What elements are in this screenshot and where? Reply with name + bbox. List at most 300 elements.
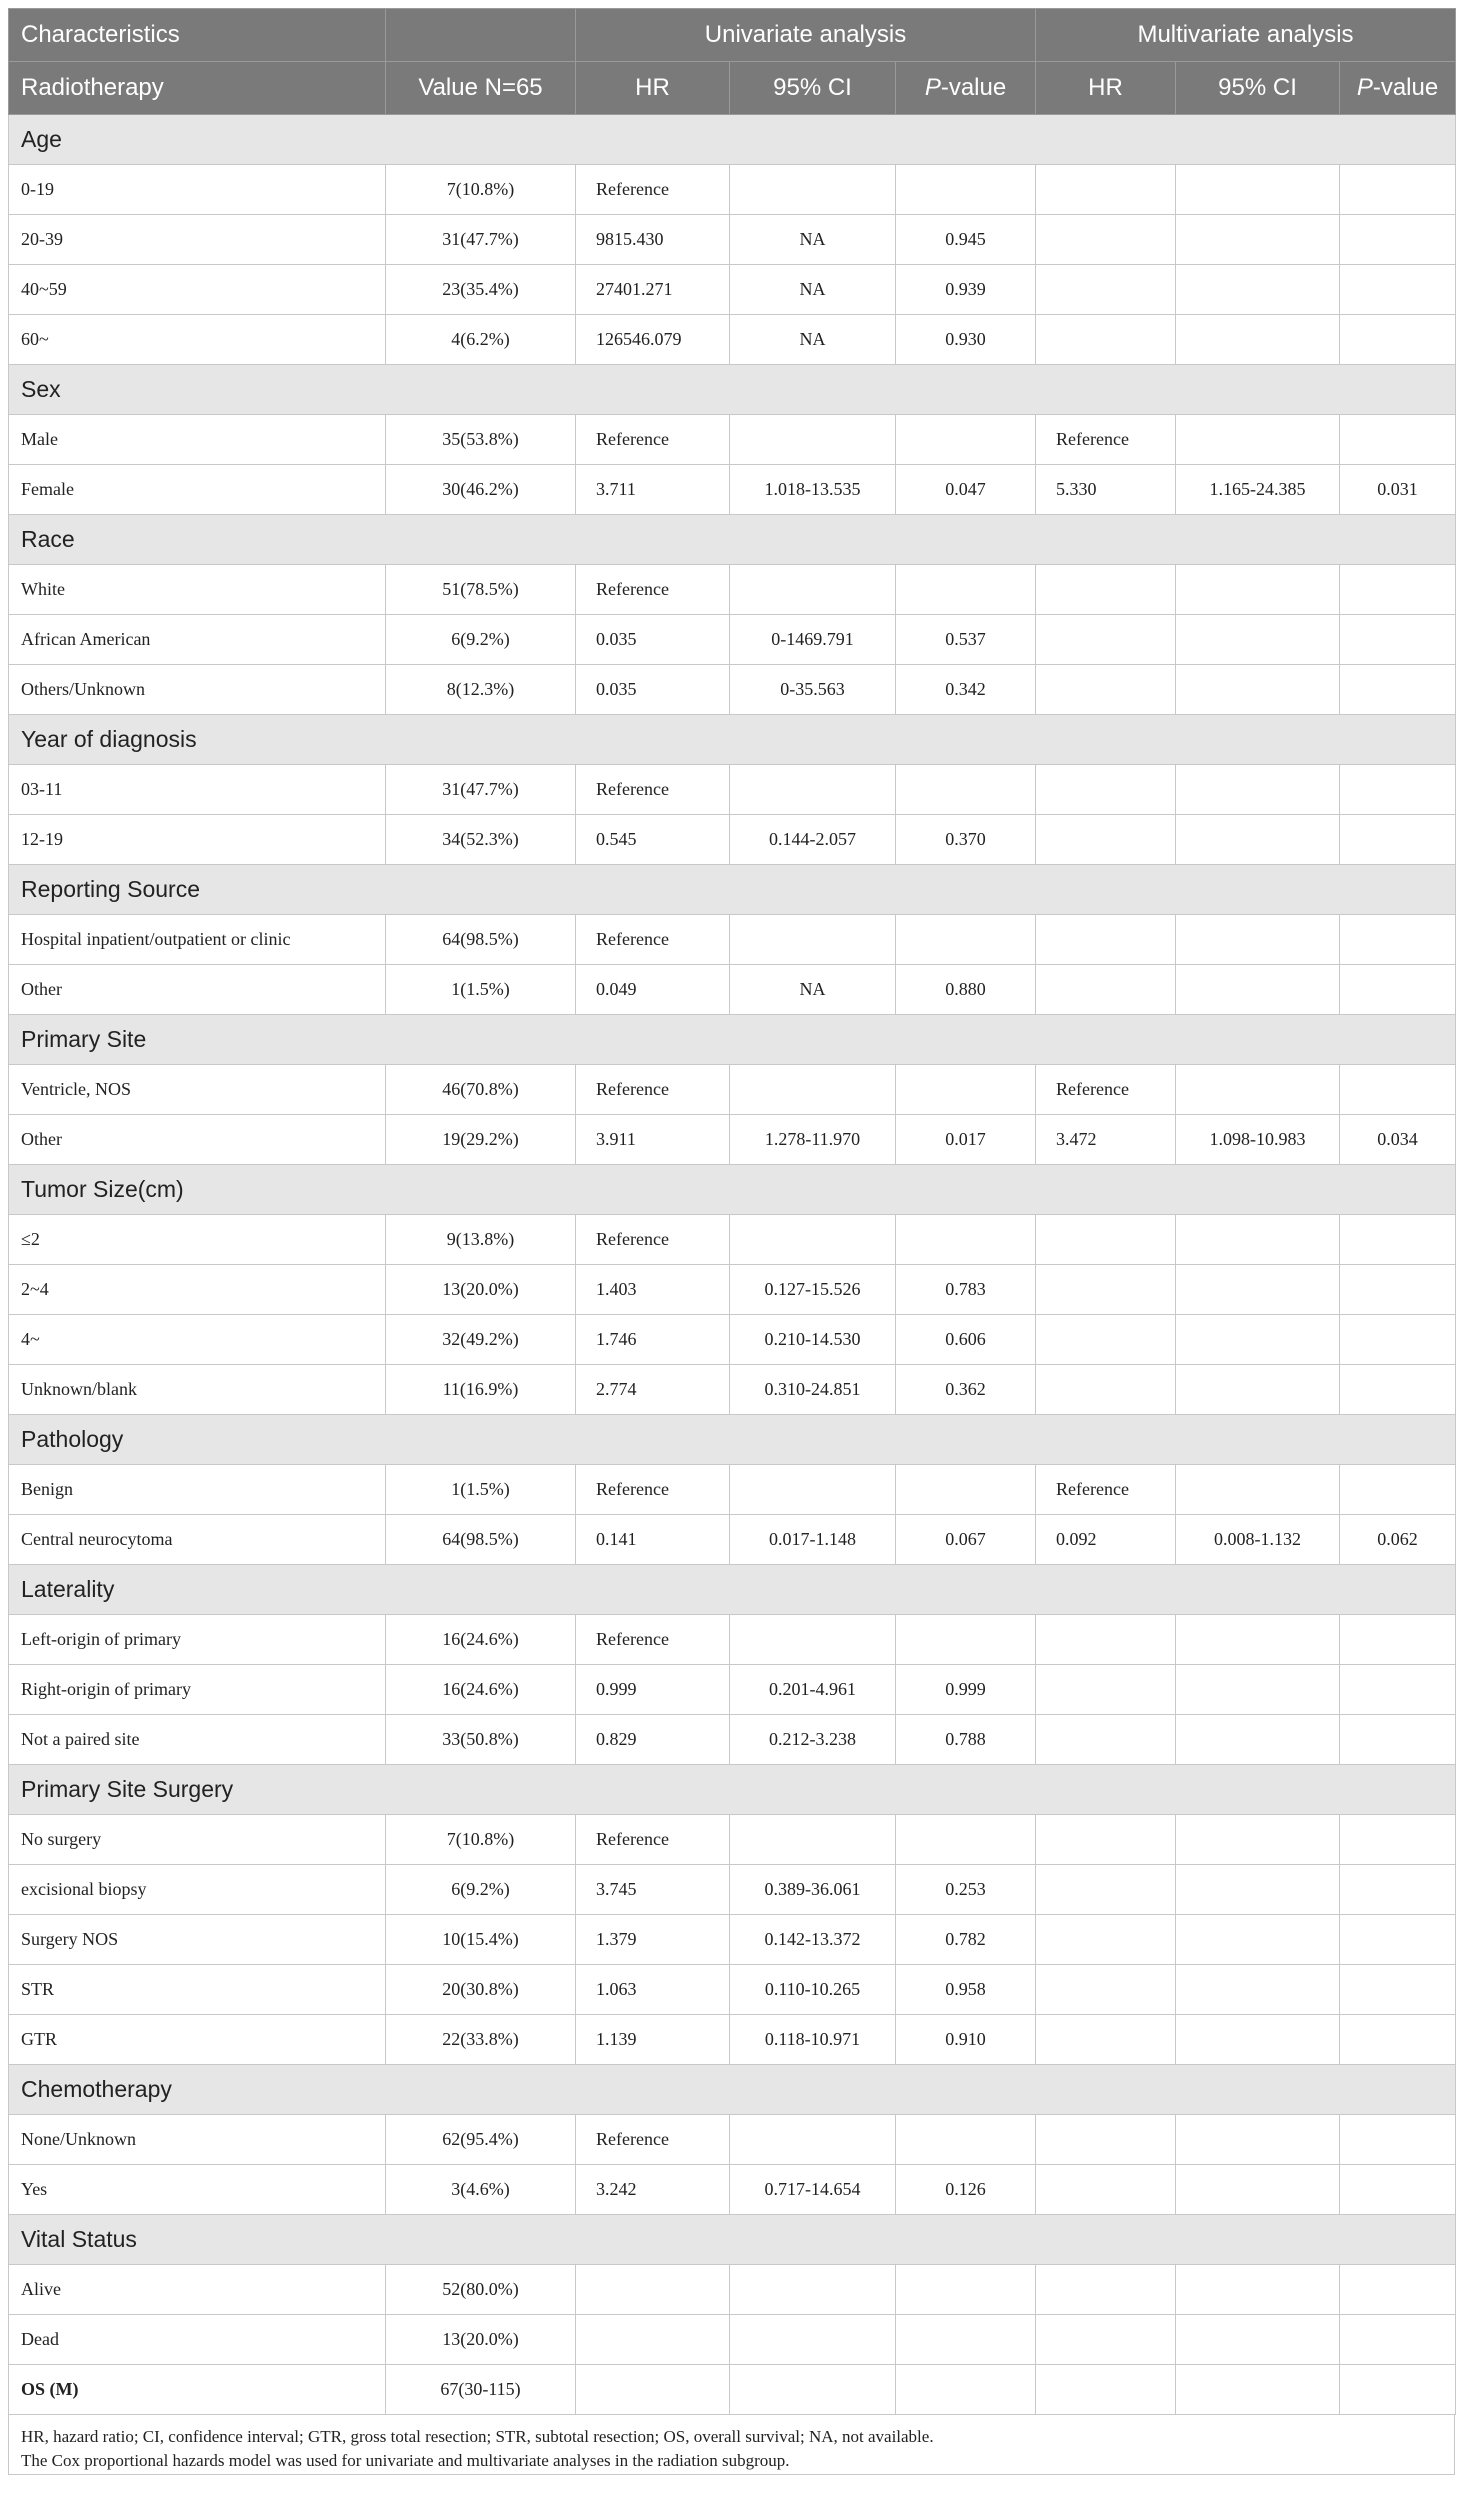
- p-univariate: 0.783: [896, 1265, 1036, 1315]
- ci-multivariate: [1176, 2265, 1340, 2315]
- p-multivariate: [1340, 1715, 1456, 1765]
- table-row: [9, 1615, 1456, 1665]
- table-container: [8, 8, 1455, 2475]
- p-multivariate: [1340, 265, 1456, 315]
- row-label: 0-19: [9, 165, 386, 215]
- ci-univariate: [730, 1215, 896, 1265]
- header-radiotherapy: Radiotherapy: [9, 62, 386, 115]
- p-univariate: [896, 415, 1036, 465]
- row-label: 2~4: [9, 1265, 386, 1315]
- hr-univariate: 0.141: [576, 1515, 730, 1565]
- ci-multivariate: [1176, 1615, 1340, 1665]
- ci-univariate: [730, 1465, 896, 1515]
- hr-univariate: Reference: [576, 1615, 730, 1665]
- row-value: 52(80.0%): [386, 2265, 576, 2315]
- hr-univariate: [576, 2265, 730, 2315]
- hr-univariate: 126546.079: [576, 315, 730, 365]
- os-value: 67(30-115): [386, 2365, 576, 2415]
- ci-univariate: NA: [730, 965, 896, 1015]
- table-row: [9, 1465, 1456, 1515]
- table-row: [9, 1515, 1456, 1565]
- ci-univariate: [730, 1615, 896, 1665]
- row-value: 51(78.5%): [386, 565, 576, 615]
- ci-univariate: NA: [730, 265, 896, 315]
- ci-univariate: 0.210-14.530: [730, 1315, 896, 1365]
- ci-multivariate: 0.008-1.132: [1176, 1515, 1340, 1565]
- table-row: [9, 2115, 1456, 2165]
- hr-multivariate: Reference: [1036, 415, 1176, 465]
- ci-multivariate: [1176, 1365, 1340, 1415]
- hr-univariate: 27401.271: [576, 265, 730, 315]
- ci-univariate: 0.127-15.526: [730, 1265, 896, 1315]
- row-value: 13(20.0%): [386, 2315, 576, 2365]
- table-row: [9, 1065, 1456, 1115]
- group-title: Year of diagnosis: [9, 715, 1456, 765]
- group-title: Primary Site Surgery: [9, 1765, 1456, 1815]
- ci-multivariate: [1176, 1065, 1340, 1115]
- hr-multivariate: Reference: [1036, 1065, 1176, 1115]
- row-label: 20-39: [9, 215, 386, 265]
- p-multivariate: [1340, 1965, 1456, 2015]
- row-value: 16(24.6%): [386, 1615, 576, 1665]
- hr-multivariate: [1036, 1865, 1176, 1915]
- ci-multivariate: [1176, 2315, 1340, 2365]
- p-univariate: [896, 2315, 1036, 2365]
- hr-multivariate: [1036, 665, 1176, 715]
- hr-univariate: Reference: [576, 1815, 730, 1865]
- hr-univariate: 0.829: [576, 1715, 730, 1765]
- row-value: 64(98.5%): [386, 915, 576, 965]
- table-row: [9, 465, 1456, 515]
- p-multivariate: [1340, 1815, 1456, 1865]
- hr-multivariate: 5.330: [1036, 465, 1176, 515]
- table-row: [9, 1815, 1456, 1865]
- p-univariate: 0.910: [896, 2015, 1036, 2065]
- p-univariate: [896, 1065, 1036, 1115]
- group-title: Race: [9, 515, 1456, 565]
- header-ci-univariate: 95% CI: [730, 62, 896, 115]
- hr-multivariate: [1036, 1615, 1176, 1665]
- group-title: Tumor Size(cm): [9, 1165, 1456, 1215]
- p-univariate: [896, 1815, 1036, 1865]
- hr-univariate: 1.063: [576, 1965, 730, 2015]
- hr-multivariate: [1036, 915, 1176, 965]
- hr-univariate: Reference: [576, 565, 730, 615]
- hr-multivariate: [1036, 1715, 1176, 1765]
- row-label: Other: [9, 965, 386, 1015]
- hr-univariate: 0.545: [576, 815, 730, 865]
- hr-multivariate: [1036, 1915, 1176, 1965]
- empty-cell: [1036, 2365, 1176, 2415]
- p-univariate: 0.606: [896, 1315, 1036, 1365]
- p-multivariate: [1340, 1915, 1456, 1965]
- ci-multivariate: [1176, 565, 1340, 615]
- p-multivariate: [1340, 815, 1456, 865]
- header-characteristics: Characteristics: [9, 9, 386, 62]
- hr-univariate: Reference: [576, 765, 730, 815]
- row-value: 34(52.3%): [386, 815, 576, 865]
- row-label: African American: [9, 615, 386, 665]
- ci-multivariate: [1176, 315, 1340, 365]
- row-value: 33(50.8%): [386, 1715, 576, 1765]
- empty-cell: [730, 2365, 896, 2415]
- table-row: [9, 965, 1456, 1015]
- table-row: [9, 2015, 1456, 2065]
- table-header: [9, 9, 1456, 115]
- table-tail: [9, 2365, 1456, 2415]
- table-row: [9, 1915, 1456, 1965]
- table-row: [9, 1665, 1456, 1715]
- hr-univariate: Reference: [576, 415, 730, 465]
- hr-multivariate: 0.092: [1036, 1515, 1176, 1565]
- ci-univariate: 0.310-24.851: [730, 1365, 896, 1415]
- row-label: 40~59: [9, 265, 386, 315]
- p-multivariate: [1340, 1365, 1456, 1415]
- os-label: OS (M): [9, 2365, 386, 2415]
- p-univariate: [896, 915, 1036, 965]
- group-title: Reporting Source: [9, 865, 1456, 915]
- ci-univariate: 0.118-10.971: [730, 2015, 896, 2065]
- ci-multivariate: [1176, 215, 1340, 265]
- hr-multivariate: [1036, 1815, 1176, 1865]
- p-univariate: 0.253: [896, 1865, 1036, 1915]
- p-univariate: 0.930: [896, 315, 1036, 365]
- hr-multivariate: [1036, 965, 1176, 1015]
- row-value: 32(49.2%): [386, 1315, 576, 1365]
- ci-multivariate: [1176, 1865, 1340, 1915]
- p-multivariate: [1340, 1665, 1456, 1715]
- row-value: 16(24.6%): [386, 1665, 576, 1715]
- row-value: 46(70.8%): [386, 1065, 576, 1115]
- row-label: Right-origin of primary: [9, 1665, 386, 1715]
- ci-univariate: [730, 1065, 896, 1115]
- table-row: [9, 1115, 1456, 1165]
- hr-multivariate: [1036, 815, 1176, 865]
- p-univariate: [896, 565, 1036, 615]
- table-row: [9, 815, 1456, 865]
- p-univariate: [896, 2265, 1036, 2315]
- row-label: Left-origin of primary: [9, 1615, 386, 1665]
- table-row: [9, 615, 1456, 665]
- row-label: Central neurocytoma: [9, 1515, 386, 1565]
- p-italic: P: [1356, 74, 1373, 101]
- group-header-row: [9, 365, 1456, 415]
- ci-univariate: 0.212-3.238: [730, 1715, 896, 1765]
- table-row: [9, 765, 1456, 815]
- empty-cell: [576, 2365, 730, 2415]
- empty-cell: [1176, 2365, 1340, 2415]
- p-univariate: [896, 1215, 1036, 1265]
- ci-univariate: 0.201-4.961: [730, 1665, 896, 1715]
- row-label: Unknown/blank: [9, 1365, 386, 1415]
- p-univariate: 0.067: [896, 1515, 1036, 1565]
- row-label: 60~: [9, 315, 386, 365]
- row-value: 3(4.6%): [386, 2165, 576, 2215]
- p-univariate: 0.370: [896, 815, 1036, 865]
- group-header-row: [9, 2215, 1456, 2265]
- table-row: [9, 215, 1456, 265]
- row-label: None/Unknown: [9, 2115, 386, 2165]
- ci-multivariate: [1176, 2015, 1340, 2065]
- p-univariate: 0.782: [896, 1915, 1036, 1965]
- hr-multivariate: [1036, 1365, 1176, 1415]
- p-suffix: -value: [1372, 74, 1439, 101]
- p-univariate: 0.362: [896, 1365, 1036, 1415]
- ci-multivariate: [1176, 1215, 1340, 1265]
- p-multivariate: [1340, 1465, 1456, 1515]
- p-univariate: 0.537: [896, 615, 1036, 665]
- empty-cell: [1340, 2365, 1456, 2415]
- ci-multivariate: [1176, 615, 1340, 665]
- table-row: [9, 1965, 1456, 2015]
- p-multivariate: [1340, 215, 1456, 265]
- table-row: [9, 1865, 1456, 1915]
- hr-univariate: 1.403: [576, 1265, 730, 1315]
- p-univariate: 0.958: [896, 1965, 1036, 2015]
- p-multivariate: [1340, 2315, 1456, 2365]
- hr-multivariate: [1036, 615, 1176, 665]
- row-value: 35(53.8%): [386, 415, 576, 465]
- ci-univariate: [730, 2265, 896, 2315]
- p-univariate: 0.342: [896, 665, 1036, 715]
- row-label: Not a paired site: [9, 1715, 386, 1765]
- hr-univariate: 3.711: [576, 465, 730, 515]
- p-italic: P: [924, 74, 941, 101]
- ci-univariate: 0.717-14.654: [730, 2165, 896, 2215]
- ci-multivariate: 1.098-10.983: [1176, 1115, 1340, 1165]
- table-row: [9, 2315, 1456, 2365]
- row-label: ≤2: [9, 1215, 386, 1265]
- p-univariate: [896, 1465, 1036, 1515]
- ci-univariate: 0.144-2.057: [730, 815, 896, 865]
- header-row-1: [9, 9, 1456, 62]
- p-multivariate: 0.062: [1340, 1515, 1456, 1565]
- row-value: 31(47.7%): [386, 765, 576, 815]
- hr-multivariate: [1036, 1215, 1176, 1265]
- hr-multivariate: [1036, 315, 1176, 365]
- group-title: Primary Site: [9, 1015, 1456, 1065]
- row-label: Male: [9, 415, 386, 465]
- ci-multivariate: [1176, 2115, 1340, 2165]
- group-title: Vital Status: [9, 2215, 1456, 2265]
- ci-multivariate: [1176, 965, 1340, 1015]
- table-row: [9, 315, 1456, 365]
- row-value: 6(9.2%): [386, 615, 576, 665]
- hr-univariate: Reference: [576, 915, 730, 965]
- os-row: [9, 2365, 1456, 2415]
- table-row: [9, 165, 1456, 215]
- p-multivariate: [1340, 915, 1456, 965]
- ci-univariate: [730, 765, 896, 815]
- ci-univariate: 0.389-36.061: [730, 1865, 896, 1915]
- header-p-univariate: [896, 62, 1036, 115]
- row-label: Benign: [9, 1465, 386, 1515]
- p-univariate: [896, 2115, 1036, 2165]
- p-univariate: [896, 1615, 1036, 1665]
- row-value: 30(46.2%): [386, 465, 576, 515]
- ci-univariate: [730, 1815, 896, 1865]
- row-value: 62(95.4%): [386, 2115, 576, 2165]
- row-value: 8(12.3%): [386, 665, 576, 715]
- row-label: Female: [9, 465, 386, 515]
- ci-multivariate: [1176, 765, 1340, 815]
- ci-univariate: 0.017-1.148: [730, 1515, 896, 1565]
- ci-univariate: [730, 415, 896, 465]
- ci-multivariate: [1176, 1465, 1340, 1515]
- table-row: [9, 915, 1456, 965]
- hr-univariate: Reference: [576, 1215, 730, 1265]
- p-multivariate: [1340, 2165, 1456, 2215]
- row-value: 64(98.5%): [386, 1515, 576, 1565]
- row-value: 13(20.0%): [386, 1265, 576, 1315]
- hr-univariate: 0.035: [576, 665, 730, 715]
- hr-univariate: 3.745: [576, 1865, 730, 1915]
- hr-multivariate: [1036, 565, 1176, 615]
- p-univariate: 0.880: [896, 965, 1036, 1015]
- hr-univariate: Reference: [576, 165, 730, 215]
- ci-multivariate: [1176, 2165, 1340, 2215]
- ci-multivariate: [1176, 265, 1340, 315]
- hr-univariate: 0.999: [576, 1665, 730, 1715]
- row-label: Alive: [9, 2265, 386, 2315]
- table-row: [9, 1265, 1456, 1315]
- ci-multivariate: [1176, 1265, 1340, 1315]
- hr-univariate: 3.911: [576, 1115, 730, 1165]
- group-title: Laterality: [9, 1565, 1456, 1615]
- row-label: Other: [9, 1115, 386, 1165]
- table-row: [9, 1715, 1456, 1765]
- hr-multivariate: [1036, 215, 1176, 265]
- p-multivariate: [1340, 1065, 1456, 1115]
- header-blank: [386, 9, 576, 62]
- group-header-row: [9, 1565, 1456, 1615]
- header-p-multivariate: [1340, 62, 1456, 115]
- hr-univariate: Reference: [576, 1465, 730, 1515]
- cox-regression-table: [8, 8, 1456, 2415]
- row-label: Hospital inpatient/outpatient or clinic: [9, 915, 386, 965]
- row-value: 20(30.8%): [386, 1965, 576, 2015]
- hr-multivariate: [1036, 2315, 1176, 2365]
- p-multivariate: [1340, 665, 1456, 715]
- hr-multivariate: [1036, 165, 1176, 215]
- header-value: Value N=65: [386, 62, 576, 115]
- ci-multivariate: [1176, 665, 1340, 715]
- hr-multivariate: [1036, 2015, 1176, 2065]
- header-ci-multivariate: 95% CI: [1176, 62, 1340, 115]
- row-label: Ventricle, NOS: [9, 1065, 386, 1115]
- row-label: 4~: [9, 1315, 386, 1365]
- ci-multivariate: 1.165-24.385: [1176, 465, 1340, 515]
- p-multivariate: [1340, 2015, 1456, 2065]
- table-row: [9, 565, 1456, 615]
- p-multivariate: [1340, 965, 1456, 1015]
- header-hr-univariate: HR: [576, 62, 730, 115]
- hr-univariate: [576, 2315, 730, 2365]
- row-label: Others/Unknown: [9, 665, 386, 715]
- ci-multivariate: [1176, 165, 1340, 215]
- table-footnote: [8, 2415, 1455, 2475]
- table-row: [9, 415, 1456, 465]
- empty-cell: [896, 2365, 1036, 2415]
- p-univariate: 0.788: [896, 1715, 1036, 1765]
- row-value: 6(9.2%): [386, 1865, 576, 1915]
- ci-multivariate: [1176, 1915, 1340, 1965]
- row-label: Dead: [9, 2315, 386, 2365]
- group-header-row: [9, 115, 1456, 165]
- row-value: 7(10.8%): [386, 1815, 576, 1865]
- p-multivariate: 0.031: [1340, 465, 1456, 515]
- row-value: 22(33.8%): [386, 2015, 576, 2065]
- hr-univariate: Reference: [576, 1065, 730, 1115]
- p-multivariate: [1340, 565, 1456, 615]
- p-multivariate: [1340, 615, 1456, 665]
- group-header-row: [9, 515, 1456, 565]
- p-multivariate: [1340, 765, 1456, 815]
- row-value: 1(1.5%): [386, 1465, 576, 1515]
- table-row: [9, 2165, 1456, 2215]
- ci-univariate: [730, 165, 896, 215]
- hr-univariate: 1.746: [576, 1315, 730, 1365]
- group-header-row: [9, 1015, 1456, 1065]
- p-univariate: 0.017: [896, 1115, 1036, 1165]
- p-univariate: [896, 765, 1036, 815]
- p-univariate: 0.126: [896, 2165, 1036, 2215]
- p-multivariate: [1340, 2265, 1456, 2315]
- group-title: Chemotherapy: [9, 2065, 1456, 2115]
- ci-univariate: NA: [730, 315, 896, 365]
- group-title: Sex: [9, 365, 1456, 415]
- row-value: 11(16.9%): [386, 1365, 576, 1415]
- row-value: 4(6.2%): [386, 315, 576, 365]
- hr-univariate: 1.379: [576, 1915, 730, 1965]
- p-multivariate: [1340, 1865, 1456, 1915]
- hr-multivariate: [1036, 1665, 1176, 1715]
- group-header-row: [9, 1765, 1456, 1815]
- header-multivariate: Multivariate analysis: [1036, 9, 1456, 62]
- p-univariate: 0.945: [896, 215, 1036, 265]
- ci-univariate: 1.018-13.535: [730, 465, 896, 515]
- p-multivariate: [1340, 1265, 1456, 1315]
- ci-multivariate: [1176, 415, 1340, 465]
- row-value: 7(10.8%): [386, 165, 576, 215]
- hr-multivariate: Reference: [1036, 1465, 1176, 1515]
- hr-multivariate: [1036, 765, 1176, 815]
- p-multivariate: [1340, 1615, 1456, 1665]
- row-value: 19(29.2%): [386, 1115, 576, 1165]
- p-multivariate: [1340, 1215, 1456, 1265]
- group-title: Age: [9, 115, 1456, 165]
- p-multivariate: [1340, 415, 1456, 465]
- header-univariate: Univariate analysis: [576, 9, 1036, 62]
- table-row: [9, 2265, 1456, 2315]
- table-body: [9, 115, 1456, 2365]
- row-label: Yes: [9, 2165, 386, 2215]
- hr-multivariate: 3.472: [1036, 1115, 1176, 1165]
- row-label: STR: [9, 1965, 386, 2015]
- ci-multivariate: [1176, 915, 1340, 965]
- ci-multivariate: [1176, 1965, 1340, 2015]
- ci-univariate: 0-35.563: [730, 665, 896, 715]
- hr-univariate: 9815.430: [576, 215, 730, 265]
- footnote-line-2: The Cox proportional hazards model was used for univariate and multivariate analyses in the radiation subgroup.: [21, 2451, 790, 2470]
- row-value: 10(15.4%): [386, 1915, 576, 1965]
- group-header-row: [9, 865, 1456, 915]
- ci-multivariate: [1176, 1715, 1340, 1765]
- row-label: White: [9, 565, 386, 615]
- hr-univariate: 1.139: [576, 2015, 730, 2065]
- hr-multivariate: [1036, 265, 1176, 315]
- p-univariate: 0.939: [896, 265, 1036, 315]
